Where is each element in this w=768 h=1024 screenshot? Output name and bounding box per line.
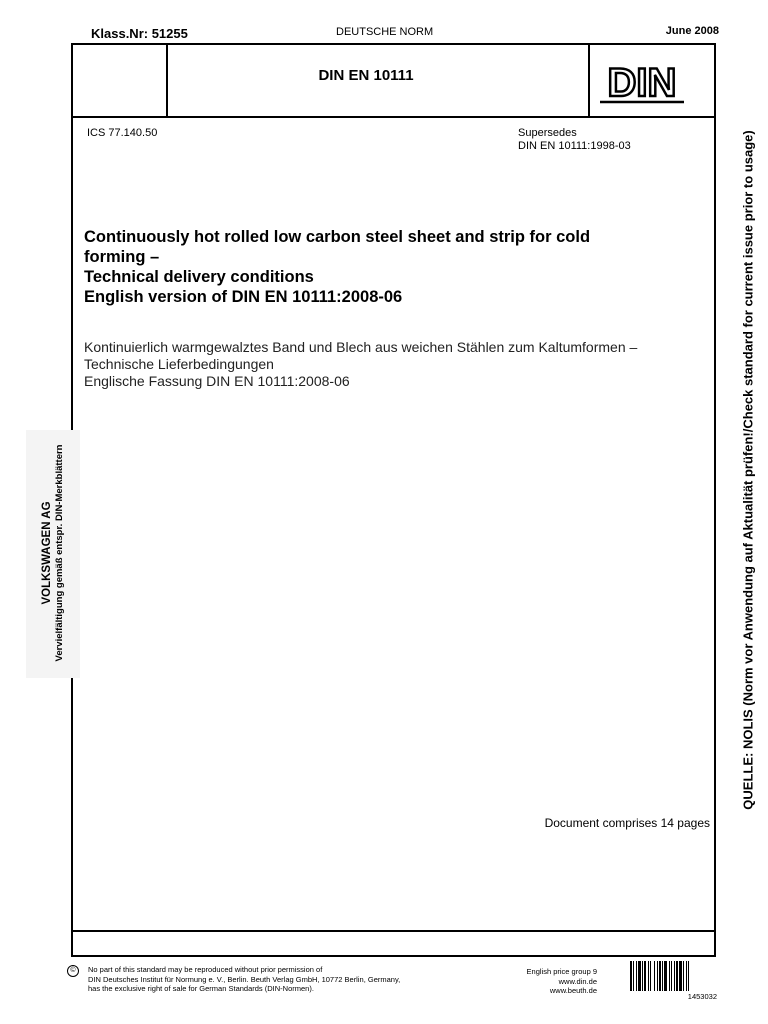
barcode-bar [676,961,678,991]
barcode-bar [664,961,667,991]
barcode-bar [679,961,682,991]
barcode-bar [630,961,632,991]
din-logo [594,58,690,108]
barcode-bar [683,961,684,991]
barcode-bar [638,961,641,991]
barcode-bar [644,961,646,991]
beuth-url: www.beuth.de [549,986,597,995]
supersedes-value: DIN EN 10111:1998-03 [518,140,631,152]
ics-code: ICS 77.140.50 [87,127,158,139]
title-en-line-4: English version of DIN EN 10111:2008-06 [84,288,403,306]
barcode-bar [671,961,672,991]
barcode-bar [686,961,687,991]
price-info [497,967,597,996]
barcode-number: 1453032 [687,992,717,1001]
copyright-notice [88,965,488,994]
standard-number: DIN EN 10111 [318,67,414,84]
side-stamp-note: Vervielfältigung gemäß entspr. DIN-Merkblättern [54,444,65,662]
source-note: QUELLE: NOLIS (Norm vor Anwendung auf Aktualität prüfen!/Check standard for current issue prior to usage) [740,130,756,810]
barcode-bar [662,961,663,991]
svg-text:DIN: DIN [607,61,677,105]
barcode-bar [669,961,670,991]
copyright-line-1: No part of this standard may be reproduced without prior permission of [88,965,323,974]
klass-number: Klass.Nr: 51255 [91,26,188,41]
copyright-icon: © [67,965,79,977]
norm-type: DEUTSCHE NORM [336,26,434,38]
barcode-bar [636,961,637,991]
publication-date: June 2008 [665,25,719,37]
title-en-line-1: Continuously hot rolled low carbon steel sheet and strip for cold [84,228,591,246]
barcode-bar [674,961,675,991]
supersedes [518,127,631,153]
document-title-english [84,227,664,307]
page-count: Document comprises 14 pages [544,816,710,830]
barcode-bar [633,961,634,991]
din-url: www.din.de [558,976,597,986]
side-stamp-company: VOLKSWAGEN AG [41,501,53,605]
copyright-line-2: DIN Deutsches Institut für Normung e. V., Berlin. Beuth Verlag GmbH, 10772 Berlin, Germany, [88,974,401,984]
title-de-line-3: Englische Fassung DIN EN 10111:2008-06 [84,373,350,389]
title-de-line-2: Technische Lieferbedingungen [84,356,274,372]
barcode-bar [650,961,651,991]
barcode-bar [642,961,643,991]
supersedes-label: Supersedes [518,127,577,139]
barcode-bar [648,961,649,991]
barcode-bar [654,961,655,991]
side-stamp [40,445,66,662]
footer-divider [71,930,716,932]
price-group: English price group 9 [526,967,597,976]
title-de-line-1: Kontinuierlich warmgewalztes Band und Blech aus weichen Stählen zum Kaltumformen – [84,339,638,355]
title-box-right-divider [588,43,590,117]
barcode-bar [657,961,658,991]
barcode-bar [659,961,661,991]
title-en-line-2: forming – [84,248,160,266]
copyright-line-3: has the exclusive right of sale for German Standards (DIN-Normen). [88,984,314,993]
title-en-line-3: Technical delivery conditions [84,268,314,286]
barcode [630,961,717,991]
barcode-bar [688,961,689,991]
document-title-german [84,339,704,390]
